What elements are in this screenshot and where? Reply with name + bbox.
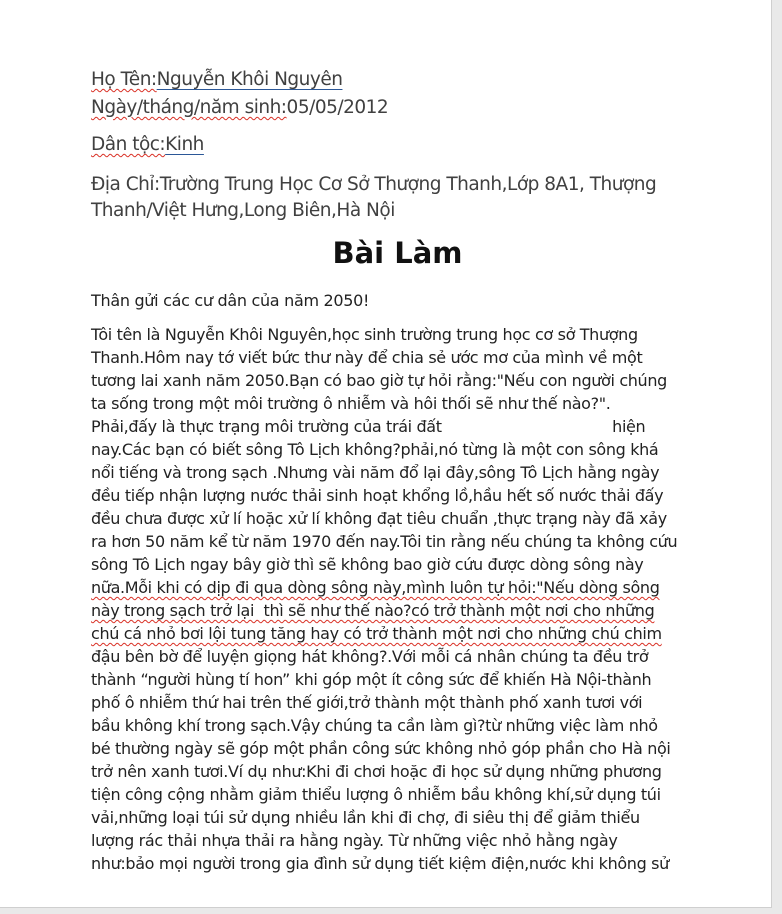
- body-line: Thanh.Hôm nay tớ viết bức thư này để chia sẻ ước mơ của mình về một: [91, 348, 643, 367]
- body-line: vải,những loại túi sử dụng nhiều lần khi đi chợ, đi siêu thị để giảm thiểu: [91, 808, 640, 827]
- body-line-flagged: này trong sạch trở lại thì sẽ như thế nào?có trở thành một nơi cho những: [91, 601, 655, 620]
- body-line: Phải,đấy là thực trạng môi trường của trái đất hiện: [91, 417, 646, 436]
- body-line: trở nên xanh tươi.Ví dụ như:Khi đi chơi hoặc đi học sử dụng những phương: [91, 762, 662, 781]
- body-line-flagged: chú cá nhỏ bơi lội tung tăng hay có trở thành một nơi cho những chú chim: [91, 624, 662, 643]
- ethnic-value: Kinh: [165, 134, 204, 155]
- body-line: phố ô nhiễm thứ hai trên thế giới,trở thành một thành phố xanh tươi với: [91, 693, 643, 712]
- body-line: đậu bên bờ để luyện giọng hát không?.Với mỗi cá nhân chúng ta đều trở: [91, 647, 649, 666]
- address-label: Địa Chỉ:: [91, 174, 160, 195]
- body-line: thành “người hùng tí hon” khi góp một ít công sức để khiến Hà Nội-thành: [91, 670, 652, 689]
- ethnic-line: [91, 134, 204, 155]
- body-line: đều chưa được xử lí hoặc xử lí không đạt tiêu chuẩn ,thực trạng này đã xảy: [91, 509, 667, 528]
- body-line: như:bảo mọi người trong gia đình sử dụng tiết kiệm điện,nước khi không sử: [91, 854, 669, 873]
- address-line: [91, 172, 691, 224]
- body-line: tương lai xanh năm 2050.Bạn có bao giờ tự hỏi rằng:"Nếu con người chúng: [91, 371, 667, 390]
- body-line: ra hơn 50 năm kể từ năm 1970 đến nay.Tôi tin rằng nếu chúng ta không cứu: [91, 532, 678, 551]
- body-line: ta sống trong một môi trường ô nhiễm và hôi thối sẽ như thế nào?".: [91, 394, 611, 413]
- ethnic-label: Dân tộc:: [91, 134, 166, 155]
- body-line-flagged: nữa.Mỗi khi có dịp đi qua dòng sông này,mình luôn tự hỏi:"Nếu dòng sông: [91, 578, 660, 597]
- body-line: Tôi tên là Nguyễn Khôi Nguyên,học sinh trường trung học cơ sở Thượng: [91, 325, 638, 344]
- body-text: [91, 323, 691, 875]
- body-line: bầu không khí trong sạch.Vậy chúng ta cần làm gì?từ những việc làm nhỏ: [91, 716, 658, 735]
- dob-line: [91, 97, 388, 118]
- body-line: sông Tô Lịch ngay bây giờ thì sẽ không bao giờ cứu được dòng sông này: [91, 555, 644, 574]
- name-value: Nguyễn Khôi Nguyên: [156, 69, 343, 90]
- body-line: lượng rác thải nhựa thải ra hằng ngày. Từ những việc nhỏ hằng ngày: [91, 831, 618, 850]
- body-line: nay.Các bạn có biết sông Tô Lịch không?phải,nó từng là một con sông khá: [91, 440, 659, 459]
- body-line: tiện công cộng nhằm giảm thiểu lượng ô nhiễm bầu không khí,sử dụng túi: [91, 785, 661, 804]
- dob-label: Ngày/tháng/năm sinh:: [91, 97, 287, 118]
- body-line: đều tiếp nhận lượng nước thải sinh hoạt khổng lồ,hầu hết số nước thải đấy: [91, 486, 664, 505]
- body-line: nổi tiếng và trong sạch .Nhưng vài năm đổ lại đây,sông Tô Lịch hằng ngày: [91, 463, 660, 482]
- name-label: Họ Tên:: [91, 69, 157, 90]
- address-value: Trường Trung Học Cơ Sở Thượng Thanh,Lớp 8A1, Thượng Thanh/Việt Hưng,Long Biên,Hà Nội: [91, 174, 657, 221]
- dob-value: 05/05/2012: [286, 97, 389, 118]
- body-line: bé thường ngày sẽ góp một phần công sức không nhỏ góp phần cho Hà nội: [91, 739, 671, 758]
- name-line: [91, 69, 342, 90]
- greeting: Thân gửi các cư dân của năm 2050!: [91, 291, 370, 310]
- page-title: Bài Làm: [332, 236, 463, 270]
